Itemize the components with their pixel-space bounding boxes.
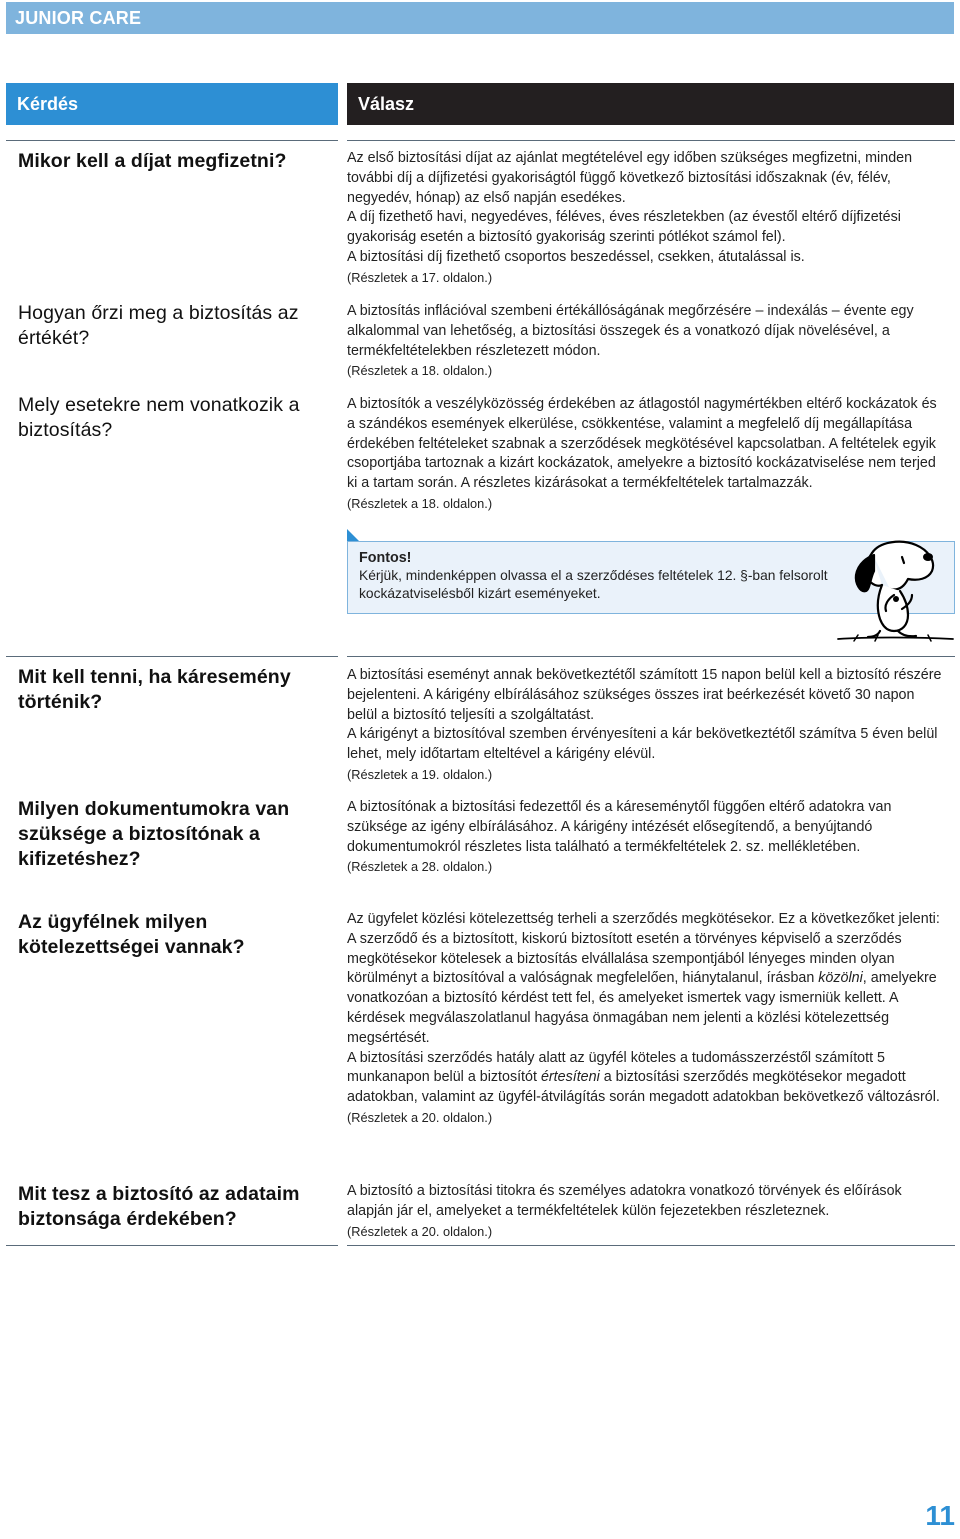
answer-exclusions (347, 395, 945, 514)
answer-paragraph: A biztosító a biztosítási titokra és személyes adatokra vonatkozó törvények és előírások alapján jár el, amelyeket a termékfeltételek külön fejezetekben részleteznek. (347, 1183, 902, 1219)
divider (347, 1245, 955, 1246)
answer-paragraph: A díj fizethető havi, negyedéves, féléves, éves részletekben (az évestől eltérő díjfizetési gyakoriság esetén a biztosító gyakoriság szerinti pótlékot számol fel). (347, 209, 901, 246)
answer-paragraph: A biztosítási díj fizethető csoportos beszedéssel, csekken, átutalással is. (347, 248, 805, 265)
text-span: A szerződő és a biztosított, kiskorú biztosított esetén a törvényes képviselő a szerződés megkötésekor kötelesek a biztosítás elvállalása szempontjából lényeges minden olyan körülményt a biztosítóval a valóságnak megfelelően, hiánytalanul, írásban (347, 930, 902, 987)
answer-paragraph: Az első biztosítási díjat az ajánlat megtételével egy időben szükséges megfizetni, minden további díj a díjfizetési gyakoriságtól függő következő biztosítási időszaknak (év, félév, negyedév, hónap) az első napján esedékes. (347, 150, 913, 206)
question-documents: Milyen dokumentumokra van szüksége a biztosítónak a kifizetéshez? (18, 798, 290, 870)
question-payment-due: Mikor kell a díjat megfizetni? (18, 150, 287, 172)
note-corner-marker (347, 529, 359, 541)
answer-paragraph (347, 1049, 945, 1108)
divider (6, 140, 338, 141)
divider (6, 1245, 338, 1246)
answer-paragraph: A biztosítók a veszélyközösség érdekében az átlagostól nagymértékben eltérő kockázatok és a szándékos események elkerülése, csökkentése, valamint a megfelelő díj megállapítása érdekében feltételeket szabnak a szerződések megkötésével kapcsolatban. A feltételek egyik csoportjába tartoznak a kizárt kockázatok, amelyekre a biztosító kockázatviselése nem terjed ki a tartam során. A részletes kizárásokat a termékfeltételek tartalmazzák. (347, 396, 937, 492)
page-reference: (Részletek a 28. oldalon.) (347, 859, 493, 875)
column-header-answer: Válasz (347, 83, 954, 125)
snoopy-illustration-icon (828, 535, 958, 647)
header-title: JUNIOR CARE (15, 8, 142, 28)
answer-paragraph: Az ügyfelet közlési kötelezettség terheli a szerződés megkötésekor. Ez a következőket jelenti: (347, 911, 940, 927)
important-note-text: Kérjük, mindenképpen olvassa el a szerződéses feltételek 12. §-ban felsorolt kockázatviselésből kizárt eseményeket. (359, 568, 828, 601)
answer-paragraph: A biztosítási eseményt annak bekövetkeztétől számított 15 napon belül kell a biztosító részére bejelenteni. A kárigény elbírálásához szükséges összes irat beérkezését követő 30 napon belül a biztosító teljesíti a szolgáltatást. (347, 667, 942, 723)
emphasis-text: közölni (818, 970, 863, 987)
question-client-obligations: Az ügyfélnek milyen kötelezettségei vannak? (18, 911, 245, 958)
page-reference: (Részletek a 18. oldalon.) (347, 363, 493, 379)
page-number: 11 (925, 1500, 955, 1531)
question-value-retention: Hogyan őrzi meg a biztosítás az értékét? (18, 302, 299, 349)
question-data-security: Mit tesz a biztosító az adataim biztonsága érdekében? (18, 1183, 300, 1230)
header-bar (6, 2, 954, 34)
text-span: a biztosítási szerződés megkötésekor megadott adatokban, valamint az ügyfél-átvilágítás során megadott adatokban bekövetkező változásról. (347, 1069, 940, 1106)
important-note-title: Fontos! (359, 550, 412, 566)
page-reference: (Részletek a 18. oldalon.) (347, 495, 493, 511)
page-reference: (Részletek a 20. oldalon.) (347, 1109, 493, 1125)
text-span: , amelyekre vonatkozóan a biztosító kérdést tett fel, és amelyeket ismertek vagy ismerniük kellett. A kérdések megválaszolatlanul hagyása önmagában nem jelenti a közlési kötelezettség megsértését. (347, 970, 937, 1046)
answer-data-security (347, 1182, 945, 1241)
answer-paragraph: A kárigényt a biztosítóval szemben érvényesíteni a kár bekövetkeztétől számítva 5 éven belül lehet, mely időtartam elteltével a kárigény elévül. (347, 726, 938, 763)
divider (347, 140, 955, 141)
answer-documents (347, 798, 945, 877)
page-reference: (Részletek a 17. oldalon.) (347, 269, 493, 285)
answer-claim-event (347, 666, 945, 785)
divider (6, 656, 338, 657)
answer-paragraph: A biztosítás inflációval szembeni értékállóságának megőrzésére – indexálás – évente egy alkalommal van lehetőség, a biztosítási összegek és a vonatkozó díjak növelésével, a termékfeltételekben részletezett módon. (347, 303, 914, 359)
emphasis-text: értesíteni (540, 1069, 600, 1086)
page-reference: (Részletek a 20. oldalon.) (347, 1223, 493, 1239)
answer-client-obligations (347, 910, 945, 1128)
question-exclusions: Mely esetekre nem vonatkozik a biztosítás? (18, 394, 300, 441)
question-claim-event: Mit kell tenni, ha káresemény történik? (18, 666, 291, 713)
answer-value-retention (347, 302, 945, 381)
divider (347, 656, 955, 657)
text-span: A biztosítási szerződés hatály alatt az ügyfél köteles a tudomásszerzéstől számított 5 munkanapon belül a biztosítót (347, 1049, 885, 1086)
answer-payment-due (347, 149, 945, 288)
page-reference: (Részletek a 19. oldalon.) (347, 766, 493, 782)
answer-paragraph (347, 930, 945, 1049)
answer-paragraph: A biztosítónak a biztosítási fedezettől és a káreseménytől függően eltérő adatokra van szüksége az igény elbírálásához. A kárigény intézését elősegítendő, a benyújtandó dokumentumokról részletes lista található a termékfeltételek 2. sz. mellékletében. (347, 799, 892, 855)
column-header-question: Kérdés (6, 83, 338, 125)
